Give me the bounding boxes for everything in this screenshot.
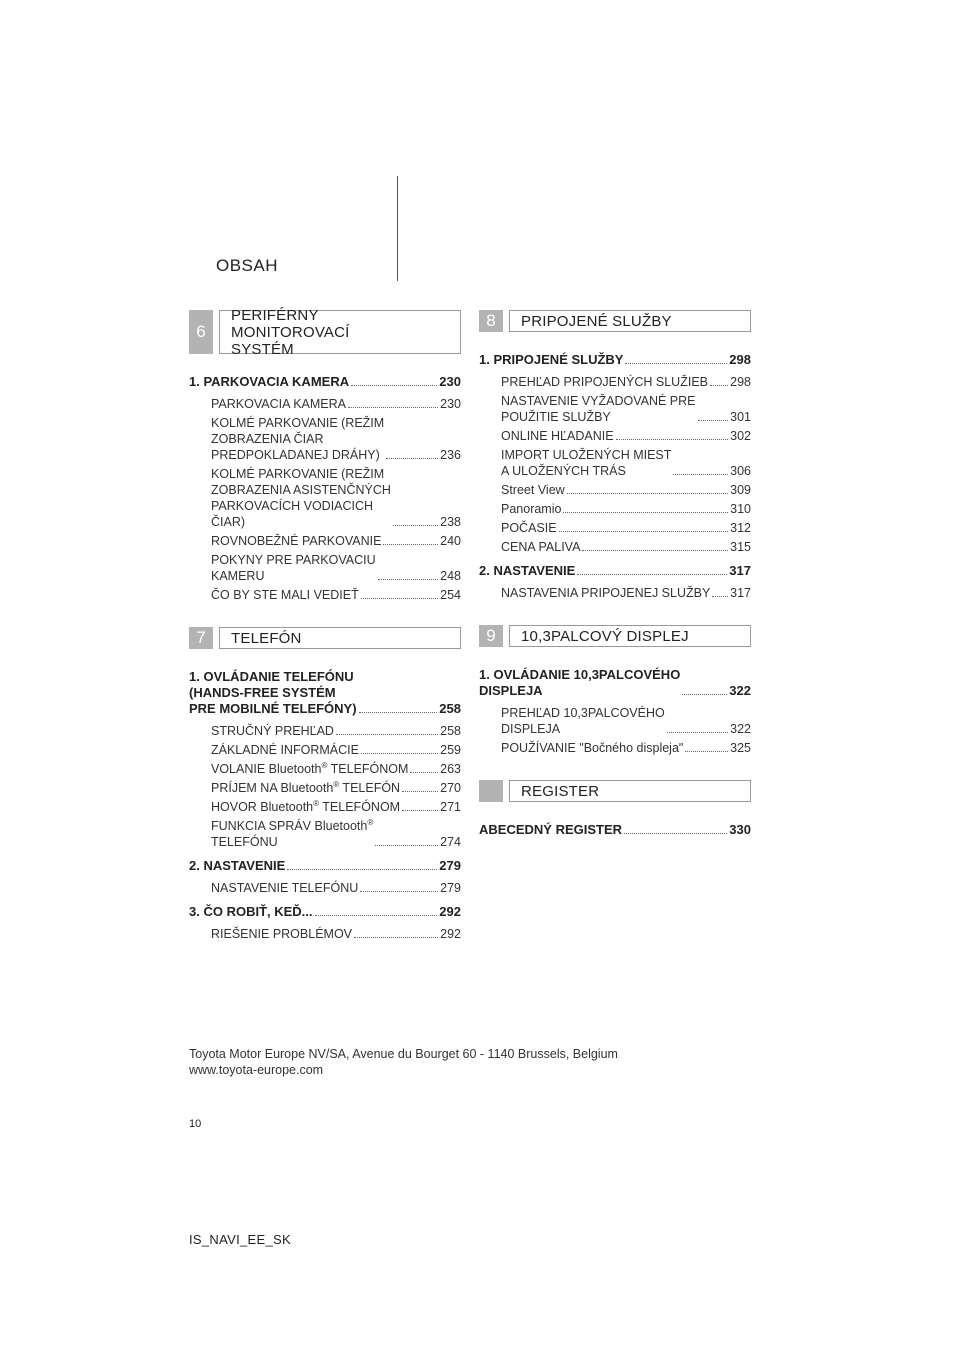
toc-entry-title: IMPORT ULOŽENÝCH MIEST A ULOŽENÝCH TRÁS — [501, 448, 672, 478]
toc-entry-page: 317 — [730, 586, 751, 600]
toc-entry-page: 236 — [440, 448, 461, 462]
dot-leader — [315, 915, 438, 916]
publisher-address: Toyota Motor Europe NV/SA, Avenue du Bourget 60 - 1140 Brussels, Belgium — [189, 1047, 618, 1061]
dot-leader — [563, 512, 728, 513]
toc-entry-page: 271 — [440, 800, 461, 814]
toc-entry-title: KOLMÉ PARKOVANIE (REŽIM ZOBRAZENIA ČIAR PREDPOKLADANEJ DRÁHY) — [211, 416, 385, 462]
dot-leader — [351, 385, 437, 386]
toc-entry-page: 258 — [440, 724, 461, 738]
toc-entry-title: NASTAVENIA PRIPOJENEJ SLUŽBY — [501, 586, 711, 600]
toc-entry-page: 325 — [730, 741, 751, 755]
dot-leader — [354, 937, 438, 938]
toc-entry-title: ZÁKLADNÉ INFORMÁCIE — [211, 743, 359, 757]
toc-topic-entry[interactable] — [189, 818, 461, 850]
toc-entry-page: 298 — [729, 352, 751, 367]
toc-entry-title: 1. OVLÁDANIE TELEFÓNU (HANDS-FREE SYSTÉM PRE MOBILNÉ TELEFÓNY) — [189, 669, 357, 716]
toc-topic-entry[interactable] — [189, 587, 461, 603]
toc-entry-page: 279 — [440, 881, 461, 895]
toc-chapter-entry[interactable] — [189, 904, 461, 920]
toc-topic-entry[interactable] — [479, 520, 751, 536]
toc-topic-entry[interactable] — [479, 428, 751, 444]
toc-topic-entry[interactable] — [479, 482, 751, 498]
dot-leader — [383, 544, 438, 545]
dot-leader — [361, 598, 438, 599]
dot-leader — [336, 734, 438, 735]
dot-leader — [698, 420, 729, 421]
toc-topic-entry[interactable] — [189, 533, 461, 549]
toc-chapter-entry[interactable] — [189, 858, 461, 874]
dot-leader — [287, 869, 437, 870]
toc-entry-page: 270 — [440, 781, 461, 795]
toc-entry-title: PREHĽAD PRIPOJENÝCH SLUŽIEB — [501, 375, 708, 389]
section-title: TELEFÓN — [219, 627, 461, 649]
section-title: REGISTER — [509, 780, 751, 802]
toc-entry-page: 292 — [440, 927, 461, 941]
dot-leader — [402, 791, 438, 792]
toc-topic-entry[interactable] — [189, 761, 461, 777]
section-header — [479, 625, 751, 647]
dot-leader — [402, 810, 438, 811]
section-number: 8 — [479, 310, 503, 332]
toc-entry-page: 310 — [730, 502, 751, 516]
toc-entry-title: Panoramio — [501, 502, 562, 516]
toc-entry-title: PRÍJEM NA Bluetooth® TELEFÓN — [211, 779, 401, 795]
toc-entry-title: 1. OVLÁDANIE 10,3PALCOVÉHO DISPLEJA — [479, 667, 681, 698]
section-header — [479, 310, 751, 332]
document-id: IS_NAVI_EE_SK — [189, 1232, 291, 1247]
toc-entry-title: CENA PALIVA — [501, 540, 581, 554]
dot-leader — [567, 493, 728, 494]
toc-entry-title: 3. ČO ROBIŤ, KEĎ... — [189, 904, 313, 919]
toc-entry-page: 301 — [730, 410, 751, 424]
toc-entry-title: FUNKCIA SPRÁV Bluetooth® TELEFÓNU — [211, 817, 374, 849]
toc-entry-title: PARKOVACIA KAMERA — [211, 397, 346, 411]
toc-entry-title: Street View — [501, 483, 565, 497]
dot-leader — [360, 891, 438, 892]
toc-entry-page: 274 — [440, 835, 461, 849]
section-title: PRIPOJENÉ SLUŽBY — [509, 310, 751, 332]
dot-leader — [667, 732, 728, 733]
dot-leader — [624, 833, 727, 834]
toc-entry-page: 254 — [440, 588, 461, 602]
publisher-footer — [189, 1046, 618, 1078]
toc-entry-page: 298 — [730, 375, 751, 389]
dot-leader — [685, 751, 728, 752]
toc-topic-entry[interactable] — [189, 723, 461, 739]
dot-leader — [712, 596, 728, 597]
section-number: 7 — [189, 627, 213, 649]
toc-entry-page: 302 — [730, 429, 751, 443]
dot-leader — [559, 531, 729, 532]
toc-entry-title: HOVOR Bluetooth® TELEFÓNOM — [211, 798, 401, 814]
toc-chapter-entry[interactable] — [189, 669, 461, 717]
toc-entry-page: 309 — [730, 483, 751, 497]
section-number: 6 — [189, 310, 213, 354]
toc-entry-page: 240 — [440, 534, 461, 548]
toc-entry-title: ROVNOBEŽNÉ PARKOVANIE — [211, 534, 382, 548]
dot-leader — [682, 694, 727, 695]
toc-entry-title: POČASIE — [501, 521, 557, 535]
toc-topic-entry[interactable] — [479, 585, 751, 601]
section-title: 10,3PALCOVÝ DISPLEJ — [509, 625, 751, 647]
dot-leader — [410, 772, 438, 773]
toc-left-column — [189, 306, 461, 945]
toc-entry-page: 292 — [439, 904, 461, 919]
publisher-website[interactable]: www.toyota-europe.com — [189, 1063, 324, 1077]
dot-leader — [386, 458, 438, 459]
dot-leader — [359, 712, 438, 713]
toc-topic-entry[interactable] — [479, 501, 751, 517]
toc-entry-title: PREHĽAD 10,3PALCOVÉHO DISPLEJA — [501, 706, 665, 736]
dot-leader — [673, 474, 728, 475]
toc-topic-entry[interactable] — [189, 799, 461, 815]
toc-topic-entry[interactable] — [479, 740, 751, 756]
dot-leader — [625, 363, 727, 364]
toc-topic-entry[interactable] — [479, 393, 751, 425]
dot-leader — [393, 525, 438, 526]
toc-entry-page: 315 — [730, 540, 751, 554]
section-header — [189, 306, 461, 358]
dot-leader — [710, 385, 728, 386]
toc-entry-page: 230 — [439, 374, 461, 389]
toc-topic-entry[interactable] — [479, 705, 751, 737]
toc-entry-page: 259 — [440, 743, 461, 757]
dot-leader — [378, 579, 439, 580]
toc-entry-page: 322 — [730, 722, 751, 736]
section-header — [189, 627, 461, 649]
toc-entry-page: 248 — [440, 569, 461, 583]
toc-entry-title: RIEŠENIE PROBLÉMOV — [211, 927, 353, 941]
toc-topic-entry[interactable] — [479, 374, 751, 390]
toc-entry-title: 2. NASTAVENIE — [479, 563, 576, 578]
toc-entry-page: 306 — [730, 464, 751, 478]
dot-leader — [348, 407, 438, 408]
toc-entry-title: ABECEDNÝ REGISTER — [479, 822, 623, 837]
dot-leader — [582, 550, 728, 551]
page-number: 10 — [189, 1118, 202, 1130]
toc-entry-title: NASTAVENIE VYŽADOVANÉ PRE POUŽITIE SLUŽBY — [501, 394, 696, 424]
dot-leader — [577, 574, 727, 575]
header-divider — [397, 176, 398, 281]
toc-entry-page: 279 — [439, 858, 461, 873]
toc-topic-entry[interactable] — [189, 466, 461, 530]
toc-topic-entry[interactable] — [189, 926, 461, 942]
toc-entry-title: NASTAVENIE TELEFÓNU — [211, 881, 359, 895]
toc-entry-title: ČO BY STE MALI VEDIEŤ — [211, 588, 359, 602]
toc-entry-title: 1. PARKOVACIA KAMERA — [189, 374, 350, 389]
dot-leader — [361, 753, 438, 754]
toc-entry-page: 330 — [729, 822, 751, 837]
toc-entry-page: 322 — [729, 683, 751, 698]
toc-entry-title: 1. PRIPOJENÉ SLUŽBY — [479, 352, 624, 367]
toc-topic-entry[interactable] — [479, 447, 751, 479]
toc-chapter-entry[interactable] — [479, 563, 751, 579]
toc-entry-title: STRUČNÝ PREHĽAD — [211, 724, 334, 738]
section-number — [479, 780, 503, 802]
page-title: OBSAH — [216, 256, 279, 275]
toc-chapter-entry[interactable] — [479, 352, 751, 368]
section-title: PERIFÉRNY MONITOROVACÍ SYSTÉM — [219, 310, 461, 354]
toc-topic-entry[interactable] — [189, 415, 461, 463]
toc-topic-entry[interactable] — [479, 539, 751, 555]
toc-entry-page: 317 — [729, 563, 751, 578]
toc-chapter-entry[interactable] — [189, 374, 461, 390]
toc-topic-entry[interactable] — [189, 880, 461, 896]
toc-topic-entry[interactable] — [189, 742, 461, 758]
toc-entry-title: POKYNY PRE PARKOVACIU KAMERU — [211, 553, 376, 583]
section-header — [479, 780, 751, 802]
toc-right-column — [479, 310, 751, 844]
toc-chapter-entry[interactable] — [479, 667, 751, 699]
toc-entry-page: 312 — [730, 521, 751, 535]
toc-entry-page: 263 — [440, 762, 461, 776]
toc-entry-page: 258 — [439, 701, 461, 716]
toc-entry-title: KOLMÉ PARKOVANIE (REŽIM ZOBRAZENIA ASISTENČNÝCH PARKOVACÍCH VODIACICH ČIAR) — [211, 467, 391, 529]
toc-entry-title: 2. NASTAVENIE — [189, 858, 286, 873]
section-number: 9 — [479, 625, 503, 647]
toc-topic-entry[interactable] — [189, 396, 461, 412]
toc-entry-page: 230 — [440, 397, 461, 411]
toc-entry-title: ONLINE HĽADANIE — [501, 429, 614, 443]
toc-entry-page: 238 — [440, 515, 461, 529]
toc-chapter-entry[interactable] — [479, 822, 751, 838]
dot-leader — [375, 845, 438, 846]
toc-entry-title: POUŽÍVANIE "Bočného displeja" — [501, 741, 684, 755]
toc-entry-title: VOLANIE Bluetooth® TELEFÓNOM — [211, 760, 409, 776]
dot-leader — [616, 439, 729, 440]
toc-topic-entry[interactable] — [189, 780, 461, 796]
toc-topic-entry[interactable] — [189, 552, 461, 584]
